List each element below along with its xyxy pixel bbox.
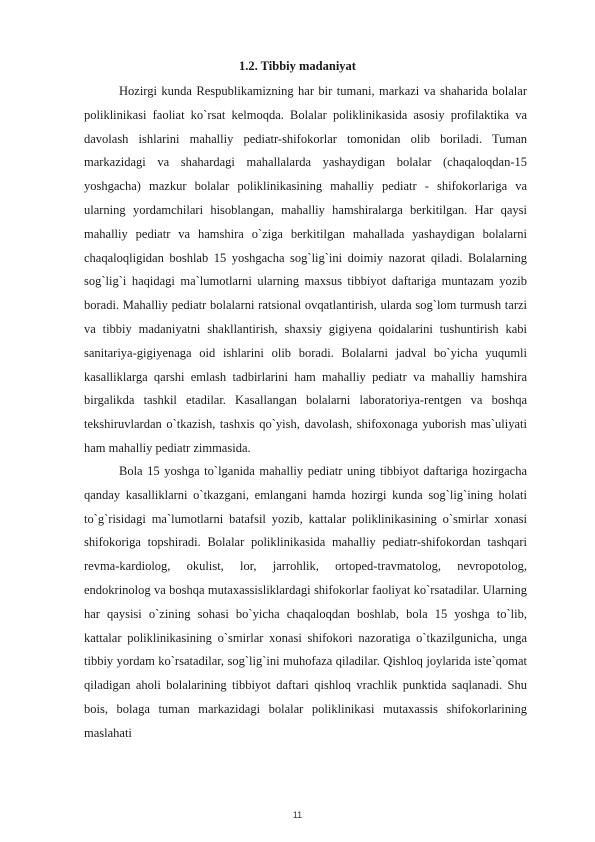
body-paragraph: Bola 15 yoshga to`lganida mahalliy pediatr uning tibbiyot daftariga hozirgacha qanday kasalliklarni o`tkazgani, emlangani hamda hozirgi kunda sog`lig`ining holati to`g`risidagi ma`lumotlarni batafsil yozib, kattalar poliklinikasining o`smirlar xonasi shifokoriga topshiradi. Bolalar poliklinikasida mahalliy pediatr-shifokordan tashqari revma-kardiolog, okulist, lor, jarrohlik, ortoped-travmatolog, nevropotolog, endokrinolog va boshqa mutaxassisliklardagi shifokorlar faoliyat ko`rsatadilar. Ularning har qaysisi o`zining sohasi bo`yicha chaqaloqdan boshlab, bola 15 yoshga to`lib, kattalar poliklinikasining o`smirlar xonasi shifokori nazoratiga o`tkazilgunicha, unga tibbiy yordam ko`rsatadilar, sog`lig`ini muhofaza qiladilar. Qishloq joylarida iste`qomat qiladigan aholi bolalarining tibbiyot daftari qishloq vrachlik punktida saqlanadi. Shu bois, bolaga tuman markazidagi bolalar poliklinikasi mutaxassis shifokorlarining maslahati <box>84 464 527 740</box>
section-title: 1.2. Tibbiy madaniyat <box>239 59 356 73</box>
page-number: 11 <box>292 810 303 820</box>
body-paragraph: Hozirgi kunda Respublikamizning har bir tumani, markazi va shaharida bolalar poliklinikasi faoliat ko`rsat kelmoqda. Bolalar poliklinikasida asosiy profilaktika va davolash ishlarini mahalliy pediatr-shifokorlar tomonidan olib boriladi. Tuman markazidagi va shahardagi mahallalarda yashaydigan bolalar (chaqaloqdan-15 yoshgacha) mazkur bolalar poliklinikasining mahalliy pediatr - shifokorlariga va ularning yordamchilari hisoblangan, mahalliy hamshiralarga berkitilgan. Har qaysi mahalliy pediatr va hamshira o`ziga berkitilgan mahallada yashaydigan bolalarni chaqaloqligidan boshlab 15 yoshgacha sog`lig`ini doimiy nazorat qiladi. Bolalarning sog`lig`i haqidagi ma`lumotlarni ularning maxsus tibbiyot daftariga muntazam yozib boradi. Mahalliy pediatr bolalarni ratsional ovqatlantirish, ularda sog`lom turmush tarzi va tibbiy madaniyatni shakllantirish, shaxsiy gigiyena qoidalarini tushuntirish kabi sanitariya-gigiyenaga oid ishlarini olib boradi. Bolalarni jadval bo`yicha yuqumli kasalliklarga qarshi emlash tadbirlarini ham mahalliy pediatr va mahalliy hamshira birgalikda tashkil etadilar. Kasallangan bolalarni laboratoriya-rentgen va boshqa tekshiruvlardan o`tkazish, tashxis qo`yish, davolash, shifoxonaga yuborish mas`uliyati ham mahalliy pediatr zimmasida. <box>84 84 527 455</box>
